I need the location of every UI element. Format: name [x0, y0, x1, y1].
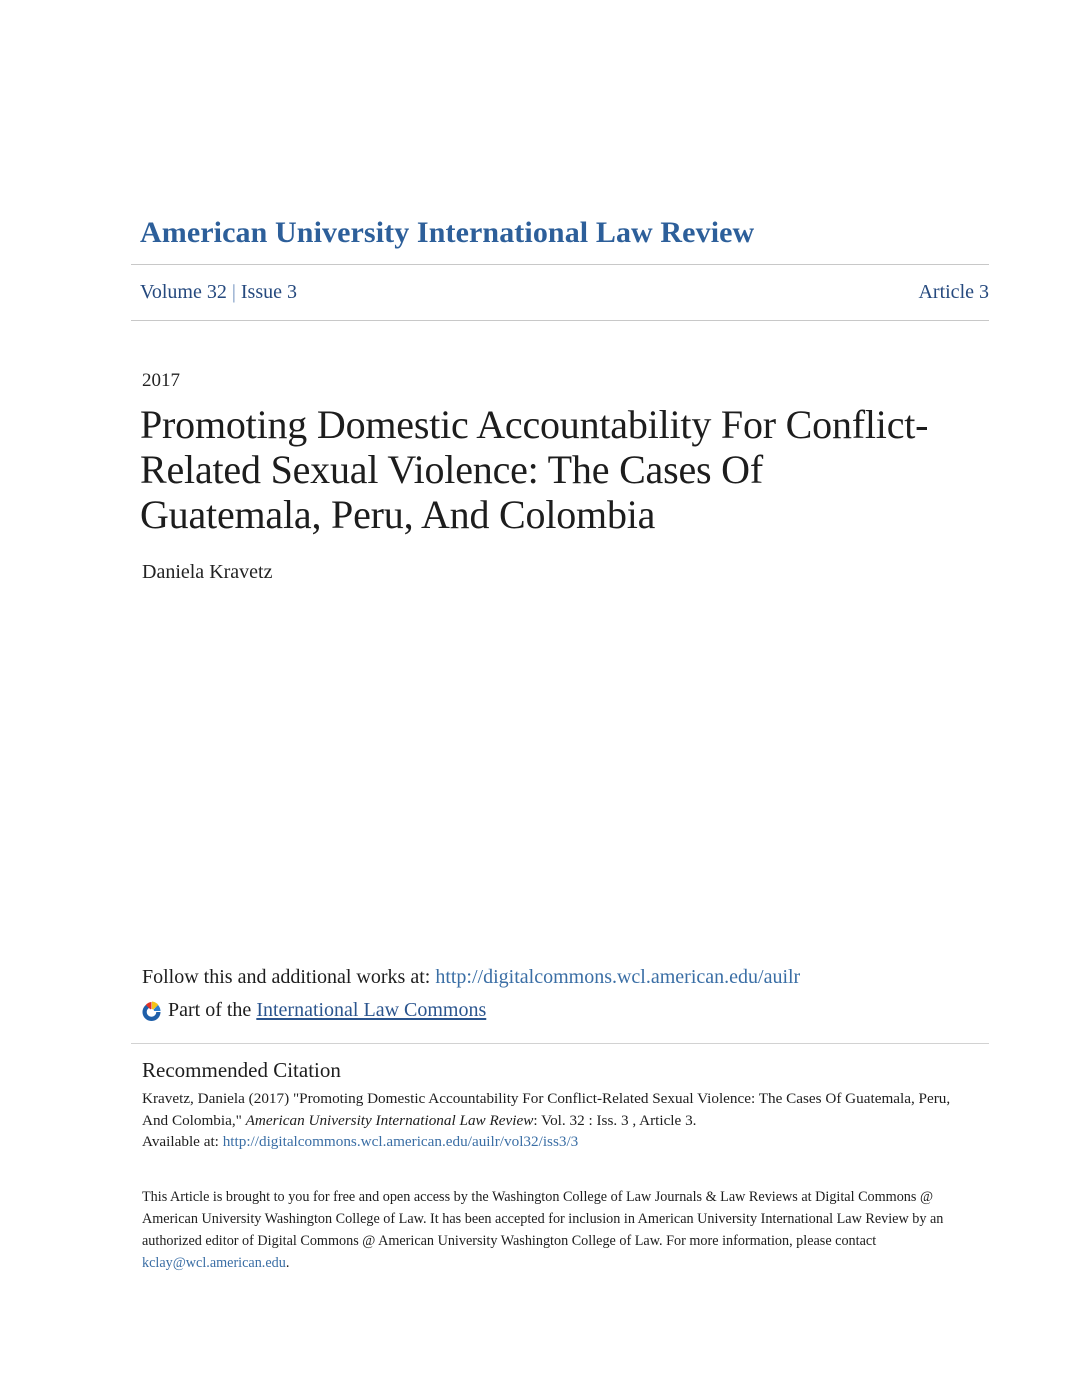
access-statement: [142, 1186, 964, 1274]
access-statement-period: .: [285, 1255, 290, 1271]
publication-year: 2017: [142, 370, 180, 391]
article-author: Daniela Kravetz: [142, 561, 273, 583]
part-of-label: Part of the: [168, 999, 252, 1021]
journal-title: American University International Law Review: [140, 216, 755, 249]
journal-masthead: [140, 216, 989, 249]
masthead-divider-bottom: [131, 320, 989, 321]
follow-works-line: [142, 966, 800, 989]
available-at-label: Available at:: [142, 1133, 219, 1150]
recommended-citation-body: [142, 1088, 974, 1153]
issue-bar: [140, 281, 989, 309]
masthead-divider-top: [131, 264, 989, 265]
citation-text-lead: Kravetz, Daniela (2017) "Promoting Domestic Accountability For Conflict-Related Sexual Violence: The Cases Of Guatemala, Peru, And Colombia,": [142, 1090, 951, 1129]
digital-commons-logo-icon: [142, 1001, 161, 1022]
recommended-citation-heading: Recommended Citation: [142, 1058, 341, 1082]
article-number-label: Article 3: [918, 281, 989, 303]
issue-identifier: [140, 281, 297, 304]
follow-works-label: Follow this and additional works at:: [142, 966, 431, 988]
part-of-line: [142, 999, 486, 1022]
contact-email-link[interactable]: kclay@wcl.american.edu: [142, 1255, 286, 1271]
citation-text-tail: : Vol. 32 : Iss. 3 , Article 3.: [533, 1111, 697, 1129]
issue-label: Issue 3: [240, 281, 297, 303]
volume-issue-separator: |: [231, 281, 236, 303]
citation-journal-name: American University International Law Review: [245, 1111, 534, 1129]
access-statement-text: This Article is brought to you for free and open access by the Washington College of Law Journals & Law Reviews at Digital Commons @ American University Washington College of Law. It has been accepted for inclusion in American University International Law Review by an authorized editor of Digital Commons @ American University Washington College of Law. For more information, please contact: [142, 1189, 944, 1249]
volume-label: Volume 32: [140, 281, 227, 303]
international-law-commons-link[interactable]: International Law Commons: [256, 999, 487, 1021]
article-title: Promoting Domestic Accountability For Conflict-Related Sexual Violence: The Cases Of Guatemala, Peru, And Colombia: [140, 402, 929, 537]
available-at-link[interactable]: http://digitalcommons.wcl.american.edu/auilr/vol32/iss3/3: [222, 1133, 579, 1150]
follow-works-link[interactable]: http://digitalcommons.wcl.american.edu/auilr: [435, 966, 801, 988]
citation-divider: [131, 1043, 989, 1044]
